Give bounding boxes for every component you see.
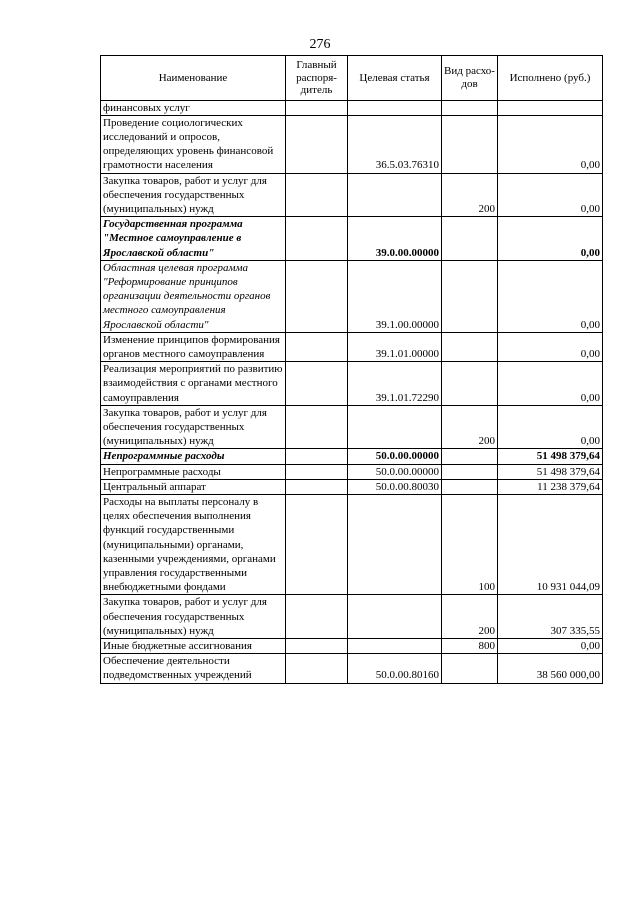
row-amount-cell: 51 498 379,64 bbox=[498, 449, 603, 464]
row-name-cell: Непрограммные расходы bbox=[101, 464, 286, 479]
row-chief-cell bbox=[286, 362, 348, 406]
row-name-cell: Закупка товаров, работ и услуг для обеспечения государственных (муниципальных) нужд bbox=[101, 173, 286, 217]
row-chief-cell bbox=[286, 494, 348, 594]
row-amount-cell: 0,00 bbox=[498, 173, 603, 217]
row-amount-cell: 38 560 000,00 bbox=[498, 654, 603, 683]
page-number: 276 bbox=[309, 37, 331, 52]
row-name-cell: Иные бюджетные ассигнования bbox=[101, 639, 286, 654]
row-name-cell: Центральный аппарат bbox=[101, 479, 286, 494]
row-kind-cell bbox=[442, 479, 498, 494]
row-target-cell: 39.1.00.00000 bbox=[348, 260, 442, 332]
row-target-cell bbox=[348, 100, 442, 115]
row-kind-cell: 800 bbox=[442, 639, 498, 654]
row-chief-cell bbox=[286, 595, 348, 639]
row-kind-cell: 200 bbox=[442, 173, 498, 217]
row-chief-cell bbox=[286, 449, 348, 464]
header-kind: Вид расхо-дов bbox=[442, 56, 498, 101]
row-kind-cell bbox=[442, 449, 498, 464]
row-kind-cell bbox=[442, 464, 498, 479]
table-row bbox=[101, 260, 603, 332]
row-name-cell: Расходы на выплаты персоналу в целях обеспечения выполнения функций государственными (муниципальными) органами, казенными учреждениями, органами управления государственными внебюджетными фондами bbox=[101, 494, 286, 594]
table-row bbox=[101, 332, 603, 361]
row-target-cell: 50.0.00.80030 bbox=[348, 479, 442, 494]
row-target-cell: 36.5.03.76310 bbox=[348, 115, 442, 173]
table-row bbox=[101, 173, 603, 217]
row-name-cell: Областная целевая программа "Реформирование принципов организации деятельности органов местного самоуправления Ярославской области" bbox=[101, 260, 286, 332]
row-target-cell bbox=[348, 405, 442, 449]
row-amount-cell: 0,00 bbox=[498, 639, 603, 654]
row-kind-cell bbox=[442, 654, 498, 683]
row-chief-cell bbox=[286, 464, 348, 479]
row-amount-cell: 0,00 bbox=[498, 405, 603, 449]
row-amount-cell: 51 498 379,64 bbox=[498, 464, 603, 479]
row-chief-cell bbox=[286, 332, 348, 361]
row-name-cell: финансовых услуг bbox=[101, 100, 286, 115]
budget-table bbox=[100, 55, 603, 684]
row-chief-cell bbox=[286, 173, 348, 217]
row-amount-cell bbox=[498, 100, 603, 115]
row-name-cell: Закупка товаров, работ и услуг для обеспечения государственных (муниципальных) нужд bbox=[101, 595, 286, 639]
table-body bbox=[101, 100, 603, 683]
row-kind-cell: 200 bbox=[442, 595, 498, 639]
row-name-cell: Обеспечение деятельности подведомственных учреждений bbox=[101, 654, 286, 683]
table-row bbox=[101, 449, 603, 464]
table-row bbox=[101, 494, 603, 594]
table-header-row bbox=[101, 56, 603, 101]
row-chief-cell bbox=[286, 115, 348, 173]
row-target-cell: 39.0.00.00000 bbox=[348, 217, 442, 261]
row-chief-cell bbox=[286, 260, 348, 332]
row-amount-cell: 0,00 bbox=[498, 115, 603, 173]
row-chief-cell bbox=[286, 654, 348, 683]
row-target-cell bbox=[348, 173, 442, 217]
row-amount-cell: 0,00 bbox=[498, 362, 603, 406]
row-amount-cell: 11 238 379,64 bbox=[498, 479, 603, 494]
row-target-cell: 39.1.01.00000 bbox=[348, 332, 442, 361]
table-row bbox=[101, 362, 603, 406]
row-kind-cell bbox=[442, 332, 498, 361]
row-name-cell: Государственная программа "Местное самоуправление в Ярославской области" bbox=[101, 217, 286, 261]
row-chief-cell bbox=[286, 479, 348, 494]
row-kind-cell bbox=[442, 115, 498, 173]
row-target-cell: 50.0.00.00000 bbox=[348, 449, 442, 464]
table-row bbox=[101, 405, 603, 449]
table-row bbox=[101, 654, 603, 683]
table-row bbox=[101, 217, 603, 261]
row-chief-cell bbox=[286, 217, 348, 261]
row-target-cell bbox=[348, 639, 442, 654]
row-chief-cell bbox=[286, 639, 348, 654]
row-target-cell: 50.0.00.00000 bbox=[348, 464, 442, 479]
table-row bbox=[101, 639, 603, 654]
table-row bbox=[101, 115, 603, 173]
header-chief: Главный распоря-дитель bbox=[286, 56, 348, 101]
row-amount-cell: 10 931 044,09 bbox=[498, 494, 603, 594]
row-target-cell bbox=[348, 595, 442, 639]
row-chief-cell bbox=[286, 100, 348, 115]
row-amount-cell: 0,00 bbox=[498, 332, 603, 361]
row-name-cell: Закупка товаров, работ и услуг для обеспечения государственных (муниципальных) нужд bbox=[101, 405, 286, 449]
header-name: Наименование bbox=[101, 56, 286, 101]
table-row bbox=[101, 595, 603, 639]
row-target-cell: 39.1.01.72290 bbox=[348, 362, 442, 406]
row-amount-cell: 0,00 bbox=[498, 217, 603, 261]
table-row bbox=[101, 479, 603, 494]
row-amount-cell: 307 335,55 bbox=[498, 595, 603, 639]
row-chief-cell bbox=[286, 405, 348, 449]
row-kind-cell bbox=[442, 100, 498, 115]
header-executed: Исполнено (руб.) bbox=[498, 56, 603, 101]
row-target-cell bbox=[348, 494, 442, 594]
row-kind-cell: 100 bbox=[442, 494, 498, 594]
row-amount-cell: 0,00 bbox=[498, 260, 603, 332]
row-kind-cell bbox=[442, 260, 498, 332]
table-row bbox=[101, 100, 603, 115]
row-name-cell: Проведение социологических исследований и опросов, определяющих уровень финансовой грамотности населения bbox=[101, 115, 286, 173]
table-row bbox=[101, 464, 603, 479]
row-kind-cell bbox=[442, 362, 498, 406]
row-name-cell: Непрограммные расходы bbox=[101, 449, 286, 464]
row-kind-cell: 200 bbox=[442, 405, 498, 449]
row-kind-cell bbox=[442, 217, 498, 261]
row-name-cell: Изменение принципов формирования органов местного самоуправления bbox=[101, 332, 286, 361]
row-target-cell: 50.0.00.80160 bbox=[348, 654, 442, 683]
header-target: Целевая статья bbox=[348, 56, 442, 101]
row-name-cell: Реализация мероприятий по развитию взаимодействия с органами местного самоуправления bbox=[101, 362, 286, 406]
